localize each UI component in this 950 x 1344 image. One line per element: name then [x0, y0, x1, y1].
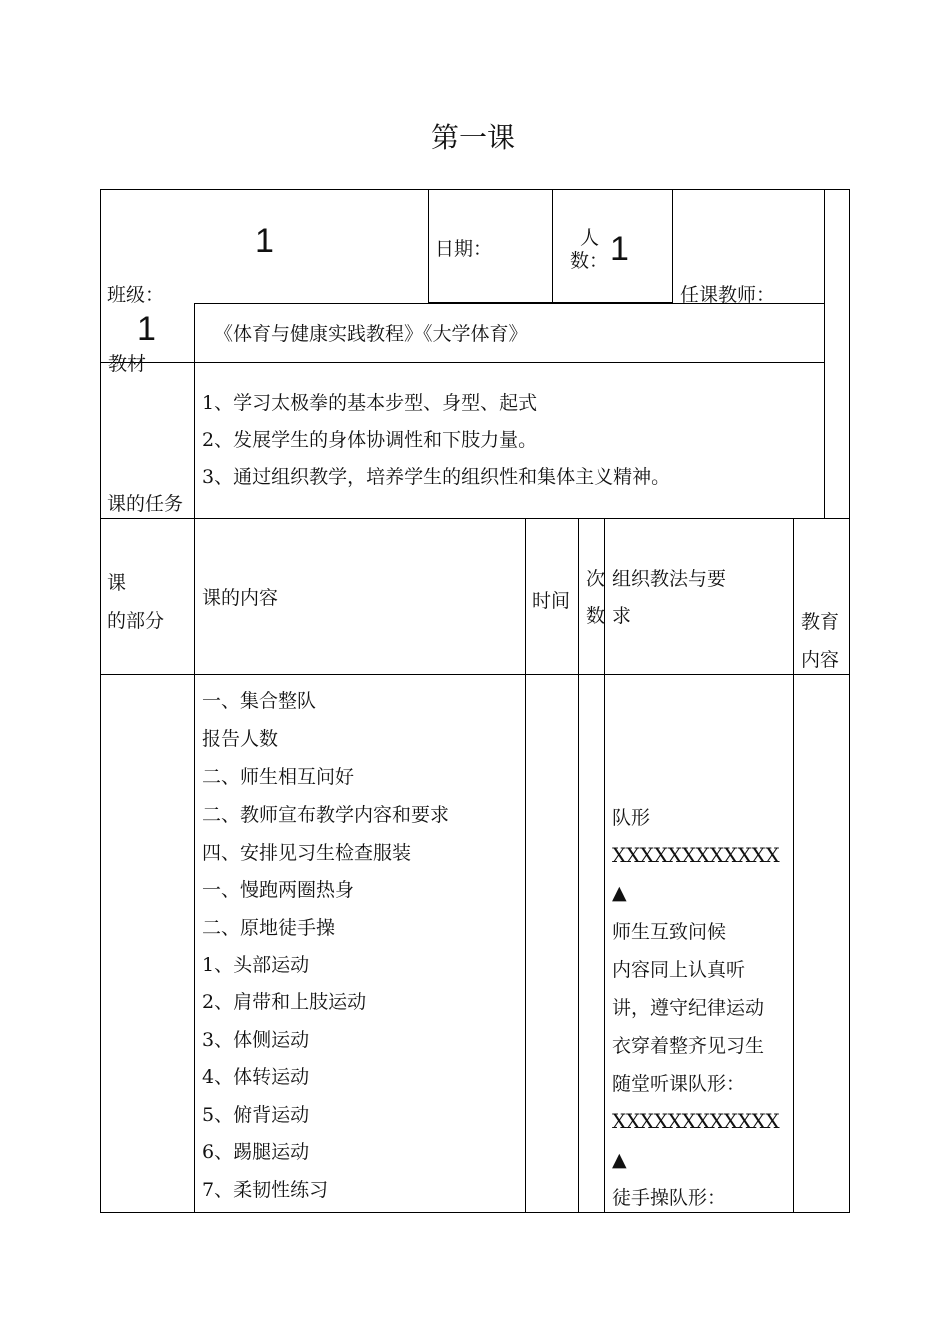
list-item: ▲	[612, 882, 627, 904]
class-value: 1	[255, 222, 274, 260]
list-item: XXXXXXXXXXXX	[612, 843, 780, 867]
count-label: 人	[580, 227, 600, 249]
textbook-number: 1	[137, 310, 156, 348]
table-border	[100, 674, 850, 675]
table-border	[194, 362, 195, 519]
task-item: 3、通过组织教学，培养学生的组织性和集体主义精神。	[202, 466, 671, 488]
list-item: 衣穿着整齐见习生	[612, 1035, 765, 1057]
tasks-label: 课的任务	[107, 493, 184, 515]
column-header-count: 数	[586, 605, 606, 627]
class-label: 班级：	[107, 284, 165, 306]
list-item: 7、柔韧性练习	[202, 1179, 329, 1201]
list-item: 3、体侧运动	[202, 1029, 310, 1051]
column-header-part: 的部分	[107, 610, 165, 632]
textbook-value: 《体育与健康实践教程》《大学体育》	[214, 323, 528, 345]
table-border	[100, 1212, 850, 1213]
list-item: 一、慢跑两圈热身	[202, 879, 355, 901]
date-label: 日期：	[435, 238, 493, 260]
list-item: 内容同上认真听	[612, 959, 746, 981]
textbook-label: 教材	[108, 353, 147, 375]
list-item: 二、师生相互问好	[202, 766, 355, 788]
list-item: 报告人数	[202, 728, 279, 750]
table-border	[194, 518, 195, 1213]
list-item: XXXXXXXXXXXX	[612, 1109, 780, 1133]
list-item: 4、体转运动	[202, 1066, 310, 1088]
column-header-method: 组织教法与要	[612, 568, 727, 590]
list-item: ▲	[612, 1149, 627, 1171]
list-item: 6、踢腿运动	[202, 1141, 310, 1163]
list-item: 师生互致问候	[612, 921, 727, 943]
column-header-edu: 教育	[801, 611, 840, 633]
table-border	[100, 518, 850, 519]
task-item: 2、发展学生的身体协调性和下肢力量。	[202, 429, 538, 451]
table-border	[824, 189, 825, 519]
table-border	[194, 303, 195, 363]
list-item: 讲，遵守纪律运动	[612, 997, 765, 1019]
table-border	[428, 189, 429, 303]
table-border	[525, 518, 526, 1213]
list-item: 随堂听课队形：	[612, 1073, 746, 1095]
task-item: 1、学习太极拳的基本步型、身型、起式	[202, 392, 538, 414]
column-header-content: 课的内容	[202, 587, 279, 609]
page-title: 第一课	[431, 121, 516, 154]
list-item: 二、原地徒手操	[202, 917, 336, 939]
column-header-edu: 内容	[801, 649, 840, 671]
table-border	[100, 189, 101, 1213]
table-border	[578, 518, 579, 1213]
teacher-label: 任课教师：	[680, 284, 776, 306]
table-border	[793, 518, 794, 1213]
textbook-label-clip	[108, 352, 188, 375]
list-item: 5、俯背运动	[202, 1104, 310, 1126]
column-header-part: 课	[107, 572, 127, 594]
table-border	[100, 189, 850, 190]
list-item: 一、集合整队	[202, 690, 317, 712]
list-item: 队形	[612, 807, 651, 829]
list-item: 四、安排见习生检查服装	[202, 842, 412, 864]
count-value: 1	[610, 230, 629, 268]
table-border	[672, 189, 673, 303]
column-header-method: 求	[612, 605, 632, 627]
table-border	[849, 189, 850, 1213]
list-item: 二、教师宣布教学内容和要求	[202, 804, 450, 826]
table-border	[100, 362, 825, 363]
list-item: 1、头部运动	[202, 954, 310, 976]
column-header-time: 时间	[532, 590, 571, 612]
list-item: 2、肩带和上肢运动	[202, 991, 367, 1013]
table-border	[552, 189, 553, 303]
list-item: 徒手操队形：	[612, 1187, 727, 1209]
column-header-count: 次	[586, 568, 606, 590]
count-label: 数：	[570, 250, 609, 272]
